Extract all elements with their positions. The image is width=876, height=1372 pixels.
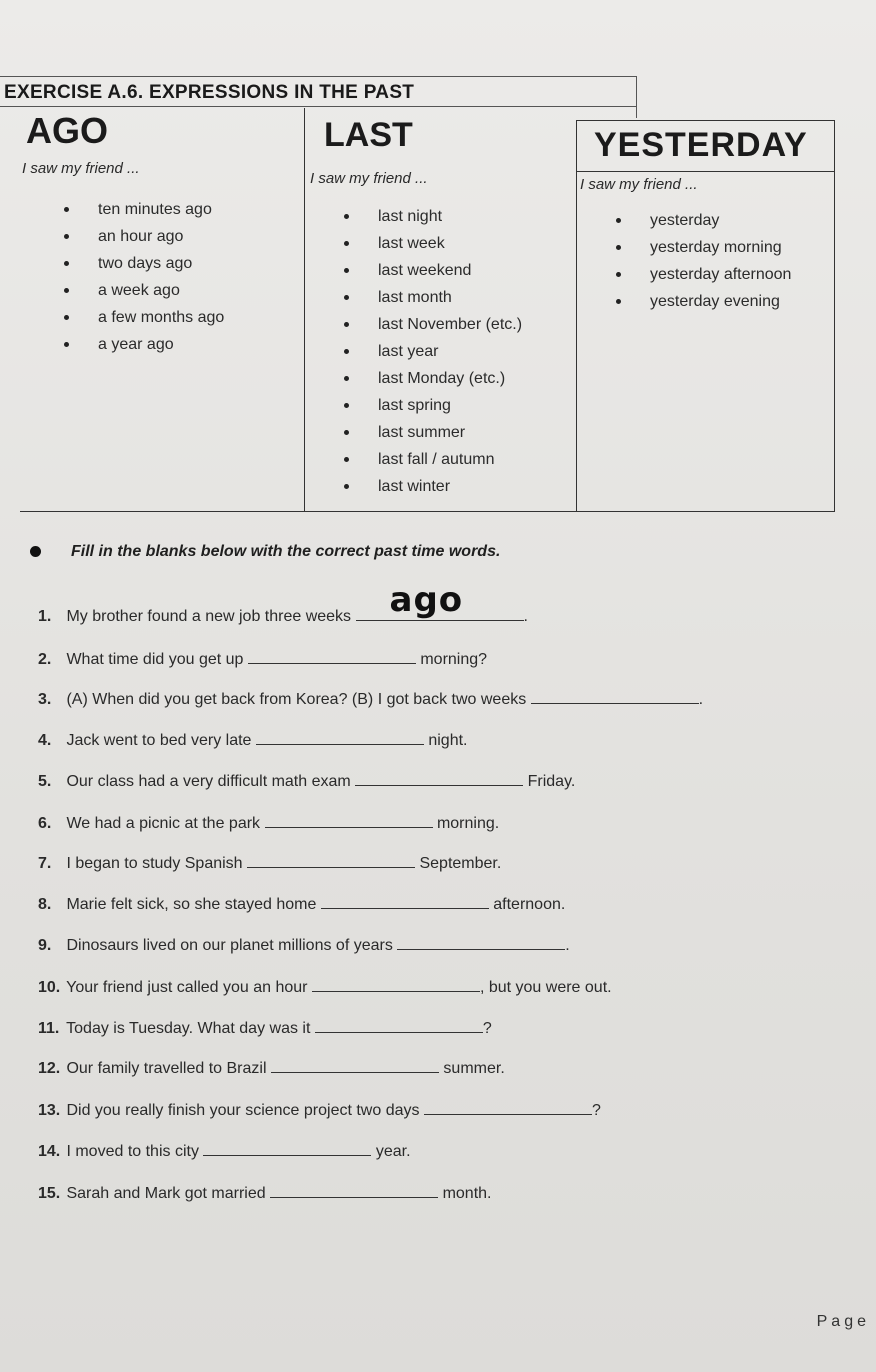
bullet-icon bbox=[616, 245, 621, 250]
expressions-table bbox=[20, 108, 834, 512]
list-item: an hour ago bbox=[64, 223, 224, 250]
bullet-icon bbox=[30, 546, 41, 557]
answer-blank-6[interactable] bbox=[265, 813, 433, 828]
bullet-icon bbox=[344, 457, 349, 462]
bullet-icon bbox=[616, 218, 621, 223]
question-10: 10. Your friend just called you an hour , but you were out. bbox=[38, 979, 612, 996]
list-item: two days ago bbox=[64, 250, 224, 277]
bullet-icon bbox=[344, 376, 349, 381]
answer-blank-3[interactable] bbox=[531, 689, 699, 704]
ago-list bbox=[64, 196, 224, 358]
last-subheading: I saw my friend ... bbox=[310, 170, 428, 187]
question-3: 3. (A) When did you get back from Korea? (B) I got back two weeks . bbox=[38, 691, 704, 708]
page-footer: Page bbox=[816, 1313, 870, 1330]
list-item: last week bbox=[344, 230, 522, 257]
list-item: ten minutes ago bbox=[64, 196, 224, 223]
yesterday-subheading: I saw my friend ... bbox=[580, 176, 698, 193]
question-15: 15. Sarah and Mark got married month. bbox=[38, 1185, 492, 1202]
list-item: yesterday afternoon bbox=[616, 261, 791, 288]
list-item: last summer bbox=[344, 419, 522, 446]
bullet-icon bbox=[344, 349, 349, 354]
answer-blank-2[interactable] bbox=[248, 649, 416, 664]
bullet-icon bbox=[344, 430, 349, 435]
bullet-icon bbox=[64, 315, 69, 320]
question-1: 1. My brother found a new job three weeks ago . bbox=[38, 580, 528, 625]
bullet-icon bbox=[344, 214, 349, 219]
list-item: yesterday bbox=[616, 207, 791, 234]
list-item: yesterday evening bbox=[616, 288, 791, 315]
question-8: 8. Marie felt sick, so she stayed home afternoon. bbox=[38, 896, 566, 913]
ago-subheading: I saw my friend ... bbox=[22, 160, 140, 177]
yesterday-column bbox=[576, 108, 834, 512]
table-border-right bbox=[834, 120, 835, 512]
question-13: 13. Did you really finish your science project two days ? bbox=[38, 1102, 601, 1119]
ago-heading: AGO bbox=[26, 110, 109, 151]
bullet-icon bbox=[344, 403, 349, 408]
list-item: last Monday (etc.) bbox=[344, 365, 522, 392]
handwritten-answer: ago bbox=[389, 580, 464, 620]
answer-blank-5[interactable] bbox=[355, 771, 523, 786]
last-list bbox=[344, 203, 522, 500]
question-5: 5. Our class had a very difficult math exam Friday. bbox=[38, 773, 576, 790]
instruction bbox=[30, 543, 500, 561]
yesterday-heading: YESTERDAY bbox=[594, 126, 808, 164]
yesterday-list bbox=[616, 207, 791, 315]
bullet-icon bbox=[616, 299, 621, 304]
question-14: 14. I moved to this city year. bbox=[38, 1143, 411, 1160]
answer-blank-15[interactable] bbox=[270, 1183, 438, 1198]
bullet-icon bbox=[64, 207, 69, 212]
answer-blank-13[interactable] bbox=[424, 1100, 592, 1115]
list-item: last winter bbox=[344, 473, 522, 500]
answer-blank-14[interactable] bbox=[203, 1141, 371, 1156]
last-heading: LAST bbox=[324, 116, 413, 154]
bullet-icon bbox=[616, 272, 621, 277]
bullet-icon bbox=[344, 241, 349, 246]
question-6: 6. We had a picnic at the park morning. bbox=[38, 815, 500, 832]
answer-blank-9[interactable] bbox=[397, 935, 565, 950]
list-item: last November (etc.) bbox=[344, 311, 522, 338]
list-item: last month bbox=[344, 284, 522, 311]
bullet-icon bbox=[344, 484, 349, 489]
bullet-icon bbox=[64, 261, 69, 266]
question-7: 7. I began to study Spanish September. bbox=[38, 855, 502, 872]
question-4: 4. Jack went to bed very late night. bbox=[38, 732, 468, 749]
title-border-bottom bbox=[0, 106, 636, 107]
list-item: a few months ago bbox=[64, 304, 224, 331]
list-item: last fall / autumn bbox=[344, 446, 522, 473]
answer-blank-10[interactable] bbox=[312, 977, 480, 992]
bullet-icon bbox=[344, 268, 349, 273]
list-item: a year ago bbox=[64, 331, 224, 358]
bullet-icon bbox=[64, 342, 69, 347]
bullet-icon bbox=[64, 288, 69, 293]
answer-blank-12[interactable] bbox=[271, 1058, 439, 1073]
ago-column bbox=[20, 108, 304, 512]
bullet-icon bbox=[344, 322, 349, 327]
bullet-icon bbox=[344, 295, 349, 300]
answer-blank-8[interactable] bbox=[321, 894, 489, 909]
list-item: last year bbox=[344, 338, 522, 365]
question-2: 2. What time did you get up morning? bbox=[38, 651, 488, 668]
bullet-icon bbox=[64, 234, 69, 239]
exercise-title: EXERCISE A.6. EXPRESSIONS IN THE PAST bbox=[4, 82, 415, 103]
answer-blank-7[interactable] bbox=[247, 853, 415, 868]
title-border-top bbox=[0, 76, 636, 77]
list-item: a week ago bbox=[64, 277, 224, 304]
instruction-text: Fill in the blanks below with the correct past time words. bbox=[71, 543, 501, 560]
answer-blank-1[interactable] bbox=[356, 580, 524, 621]
question-12: 12. Our family travelled to Brazil summer. bbox=[38, 1060, 505, 1077]
answer-blank-11[interactable] bbox=[315, 1018, 483, 1033]
question-9: 9. Dinosaurs lived on our planet millions of years . bbox=[38, 937, 570, 954]
question-11: 11. Today is Tuesday. What day was it ? bbox=[38, 1020, 492, 1037]
last-column bbox=[304, 108, 576, 512]
list-item: last weekend bbox=[344, 257, 522, 284]
list-item: last spring bbox=[344, 392, 522, 419]
answer-blank-4[interactable] bbox=[256, 730, 424, 745]
list-item: last night bbox=[344, 203, 522, 230]
list-item: yesterday morning bbox=[616, 234, 791, 261]
